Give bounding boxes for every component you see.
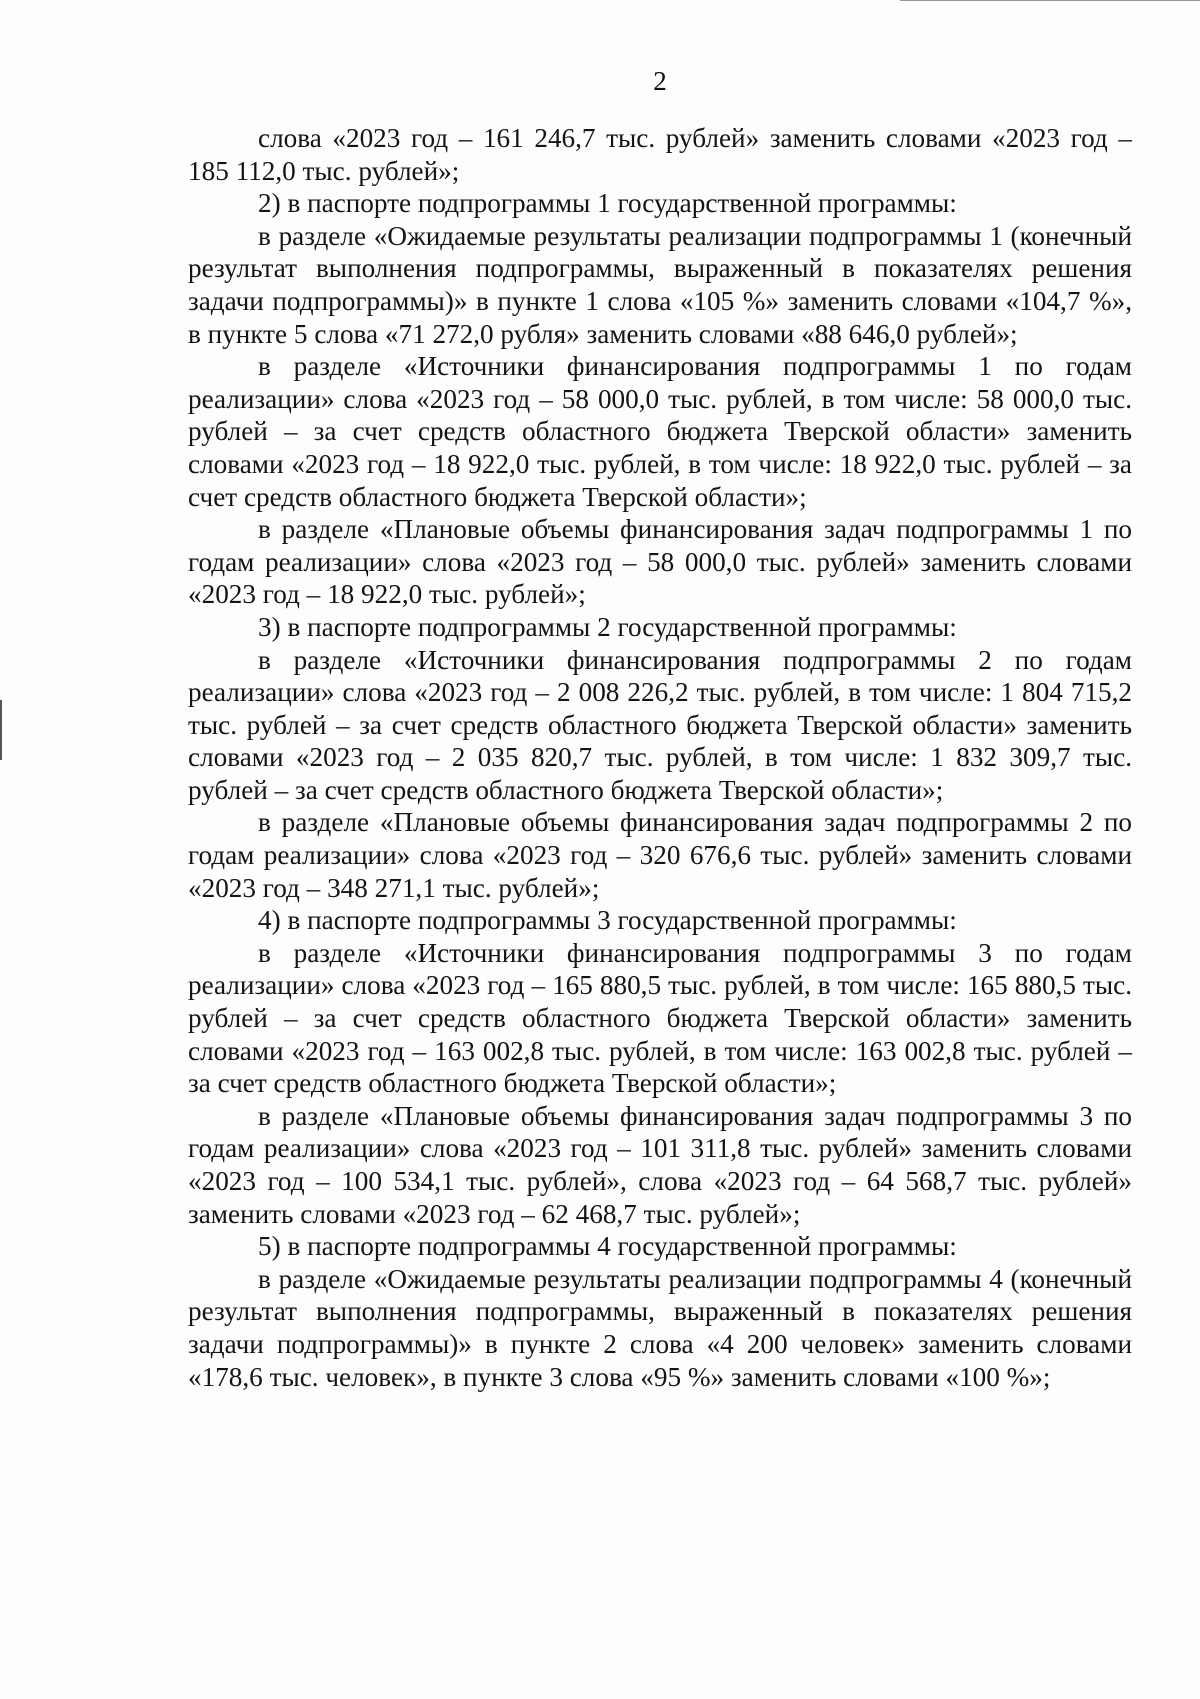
scan-edge-mark: [900, 0, 1200, 1]
document-body: [188, 122, 1132, 1393]
paragraph: в разделе «Ожидаемые результаты реализации подпрограммы 4 (конечный результат выполнения подпрограммы, выраженный в показателях решения задачи подпрограммы)» в пункте 2 слова «4 200 человек» заменить словами «178,6 тыс. человек», в пункте 3 слова «95 %» заменить словами «100 %»;: [188, 1263, 1132, 1392]
paragraph: 2) в паспорте подпрограммы 1 государственной программы:: [258, 188, 957, 219]
paragraph: в разделе «Плановые объемы финансирования задач подпрограммы 3 по годам реализации» слова «2023 год – 101 311,8 тыс. рублей» заменить словами «2023 год – 100 534,1 тыс. рублей», слова «2023 год – 64 568,7 тыс. рублей» заменить словами «2023 год – 62 468,7 тыс. рублей»;: [188, 1100, 1132, 1229]
paragraph: 3) в паспорте подпрограммы 2 государственной программы:: [258, 611, 957, 642]
paragraph: 4) в паспорте подпрограммы 3 государственной программы:: [258, 905, 957, 936]
paragraph: в разделе «Источники финансирования подпрограммы 2 по годам реализации» слова «2023 год – 2 008 226,2 тыс. рублей, в том числе: 1 804 715,2 тыс. рублей – за счет средств областного бюджета Тверской области» заменить словами «2023 год – 2 035 820,7 тыс. рублей, в том числе: 1 832 309,7 тыс. рублей – за счет средств областного бюджета Тверской области»;: [188, 644, 1132, 805]
paragraph: в разделе «Ожидаемые результаты реализации подпрограммы 1 (конечный результат выполнения подпрограммы, выраженный в показателях решения задачи подпрограммы)» в пункте 1 слова «105 %» заменить словами «104,7 %», в пункте 5 слова «71 272,0 рубля» заменить словами «88 646,0 рублей»;: [188, 220, 1132, 349]
paragraph: в разделе «Источники финансирования подпрограммы 1 по годам реализации» слова «2023 год – 58 000,0 тыс. рублей, в том числе: 58 000,0 тыс. рублей – за счет средств областного бюджета Тверской области» заменить словами «2023 год – 18 922,0 тыс. рублей, в том числе: 18 922,0 тыс. рублей – за счет средств областного бюджета Тверской области»;: [188, 351, 1132, 512]
paragraph: 5) в паспорте подпрограммы 4 государственной программы:: [258, 1231, 957, 1262]
paragraph: в разделе «Плановые объемы финансирования задач подпрограммы 2 по годам реализации» слова «2023 год – 320 676,6 тыс. рублей» заменить словами «2023 год – 348 271,1 тыс. рублей»;: [188, 807, 1132, 903]
paragraph: в разделе «Плановые объемы финансирования задач подпрограммы 1 по годам реализации» слова «2023 год – 58 000,0 тыс. рублей» заменить словами «2023 год – 18 922,0 тыс. рублей»;: [188, 514, 1132, 610]
paragraph: в разделе «Источники финансирования подпрограммы 3 по годам реализации» слова «2023 год – 165 880,5 тыс. рублей, в том числе: 165 880,5 тыс. рублей – за счет средств областного бюджета Тверской области» заменить словами «2023 год – 163 002,8 тыс. рублей, в том числе: 163 002,8 тыс. рублей – за счет средств областного бюджета Тверской области»;: [188, 937, 1132, 1099]
scan-edge-mark: [0, 700, 2, 760]
paragraph: слова «2023 год – 161 246,7 тыс. рублей» заменить словами «2023 год – 185 112,0 тыс. рублей»;: [188, 123, 1132, 186]
page-number: 2: [653, 66, 667, 96]
